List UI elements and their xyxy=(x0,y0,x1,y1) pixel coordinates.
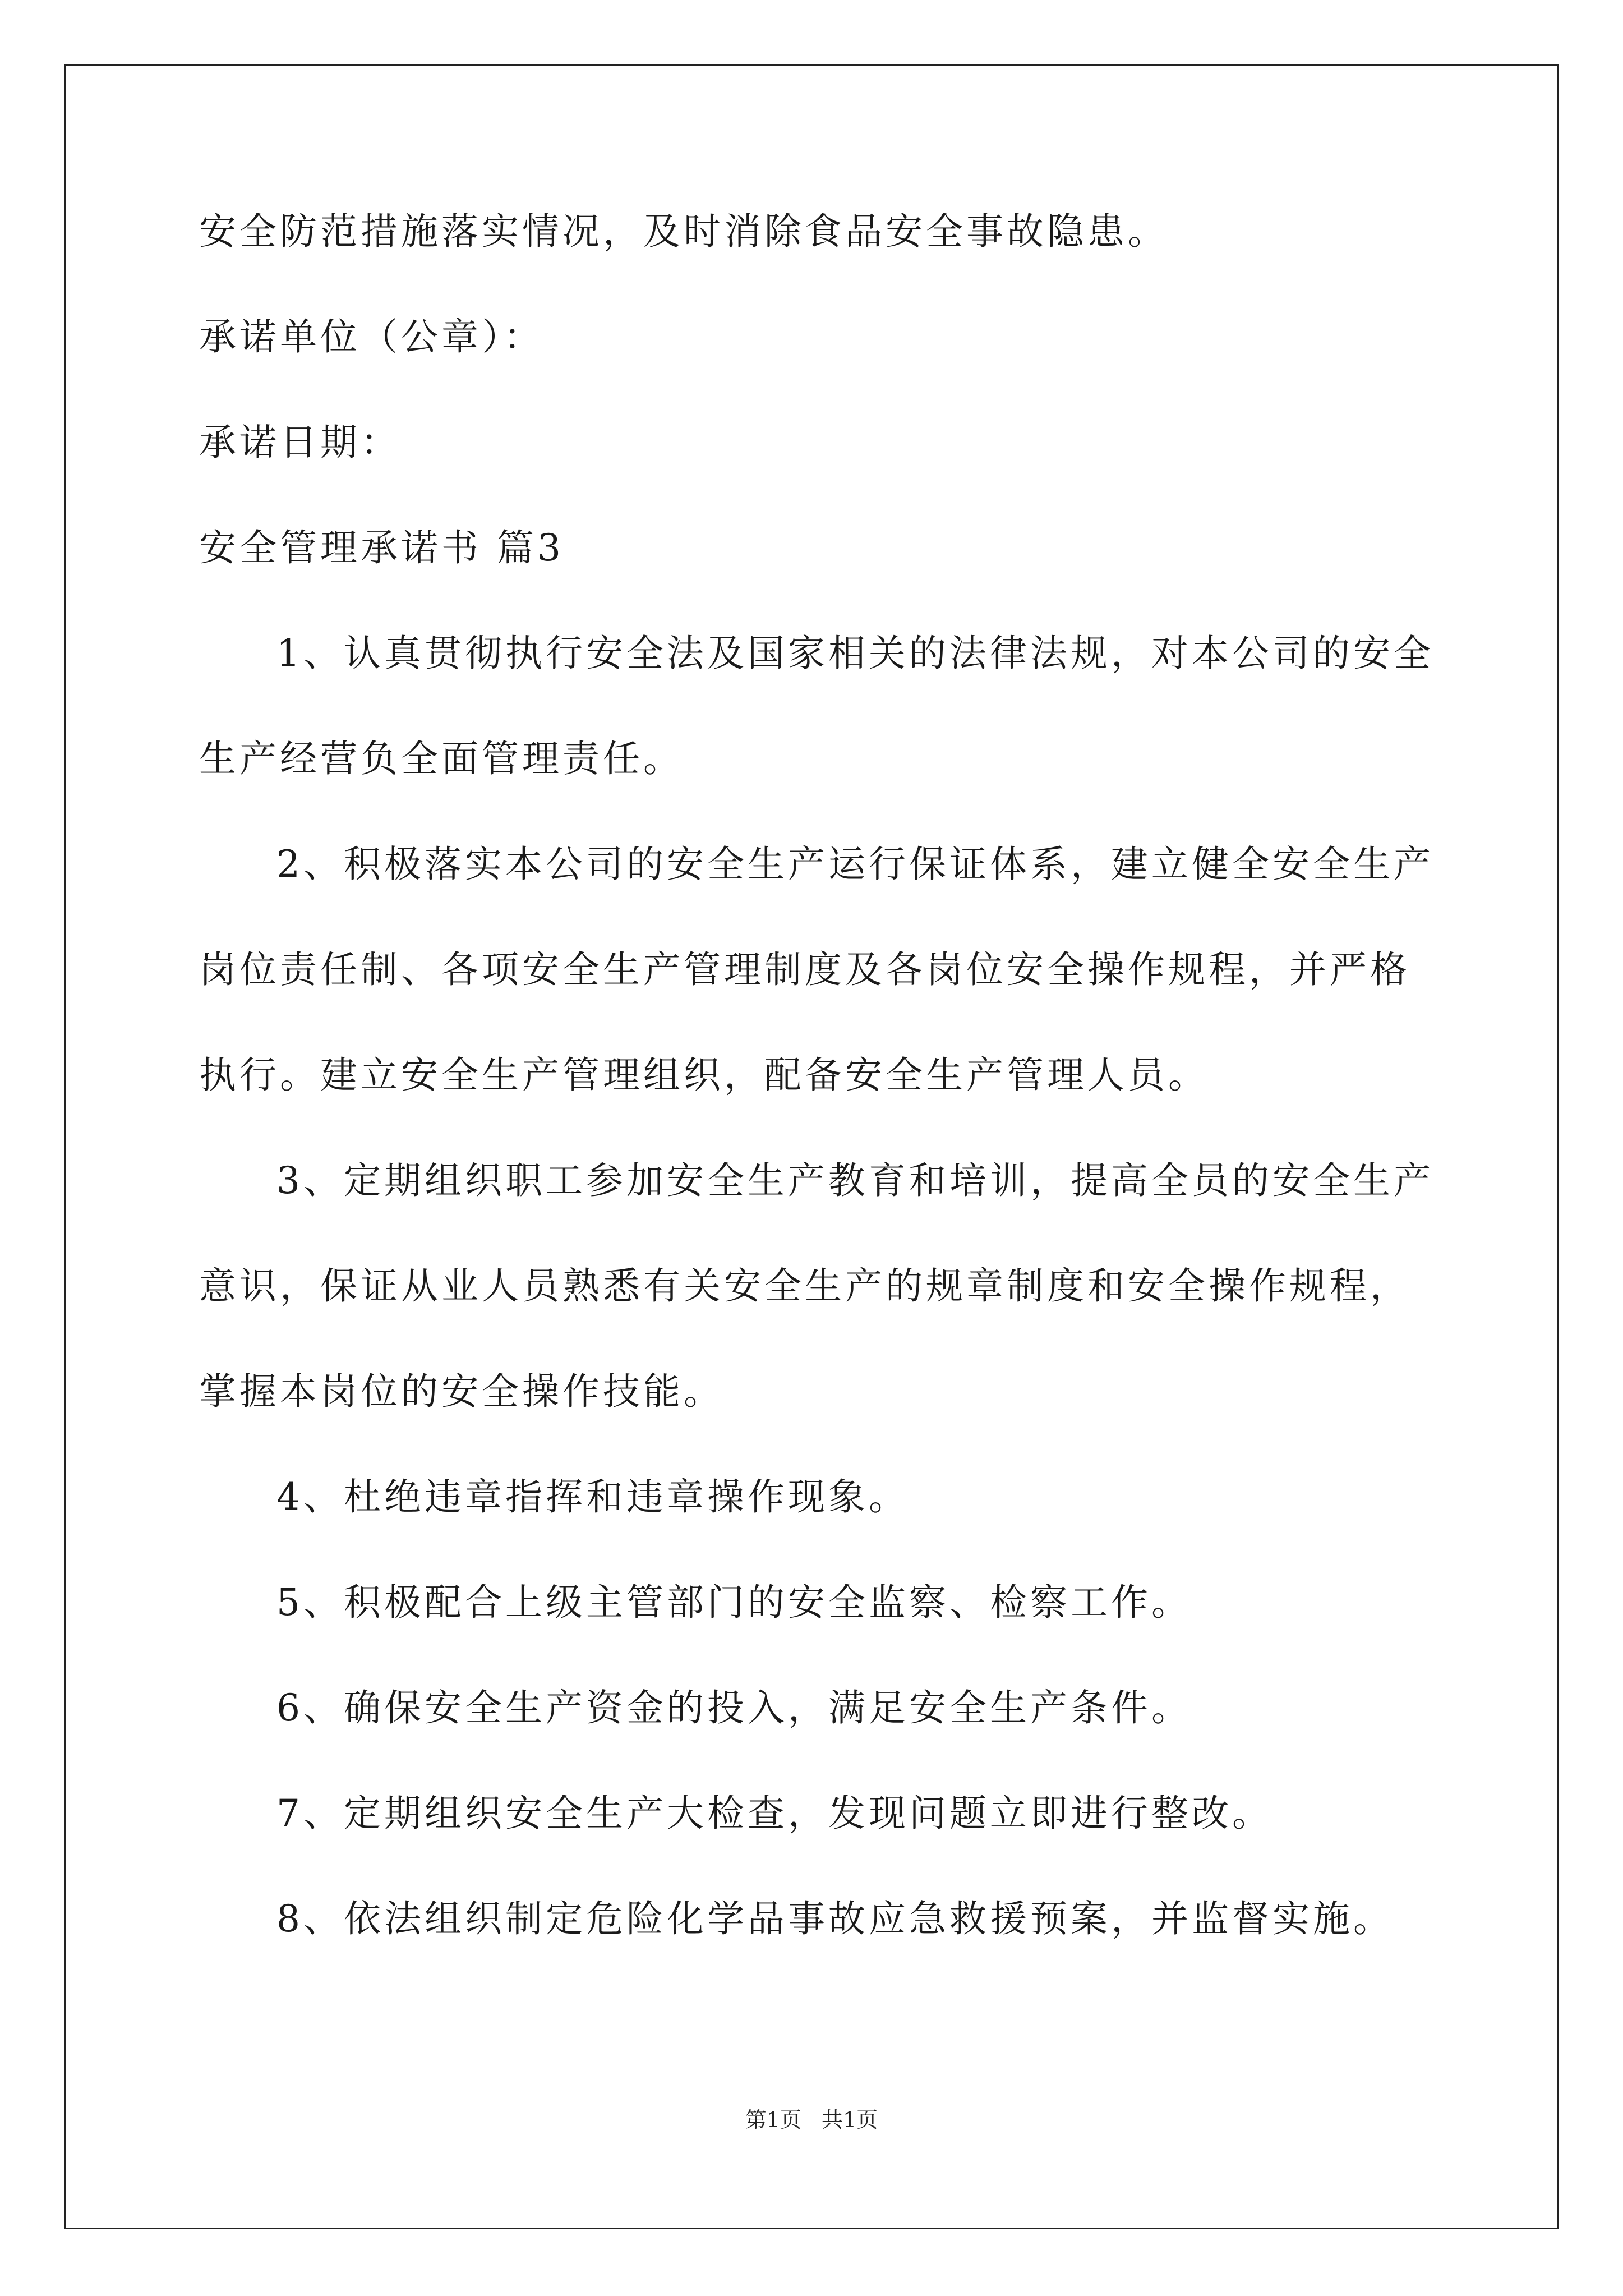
text-line: 生产经营负全面管理责任。 xyxy=(199,737,684,780)
list-item: 4、杜绝违章指挥和违章操作现象。 xyxy=(276,1475,909,1519)
section-heading: 安全管理承诺书 篇3 xyxy=(199,526,564,569)
list-item: 1、认真贯彻执行安全法及国家相关的法律法规，对本公司的安全 xyxy=(276,632,1434,675)
text-line: 意识，保证从业人员熟悉有关安全生产的规章制度和安全操作规程， xyxy=(199,1264,1410,1308)
list-item: 2、积极落实本公司的安全生产运行保证体系，建立健全安全生产 xyxy=(276,843,1434,886)
text-line: 承诺日期： xyxy=(199,421,401,464)
text-line: 承诺单位（公章）： xyxy=(199,315,544,358)
page-footer xyxy=(0,2102,1623,2133)
list-item: 5、积极配合上级主管部门的安全监察、检察工作。 xyxy=(276,1581,1192,1624)
list-item: 7、定期组织安全生产大检查，发现问题立即进行整改。 xyxy=(276,1792,1272,1835)
text-line: 安全防范措施落实情况，及时消除食品安全事故隐患。 xyxy=(199,210,1168,253)
list-item: 8、依法组织制定危险化学品事故应急救援预案，并监督实施。 xyxy=(276,1897,1394,1940)
text-line: 岗位责任制、各项安全生产管理制度及各岗位安全操作规程，并严格 xyxy=(199,948,1410,991)
page-total: 共1页 xyxy=(822,2108,878,2132)
list-item: 3、定期组织职工参加安全生产教育和培训，提高全员的安全生产 xyxy=(276,1159,1434,1202)
page-number: 第1页 xyxy=(745,2108,801,2132)
text-line: 执行。建立安全生产管理组织，配备安全生产管理人员。 xyxy=(199,1053,1209,1097)
list-item: 6、确保安全生产资金的投入，满足安全生产条件。 xyxy=(276,1686,1192,1729)
text-line: 掌握本岗位的安全操作技能。 xyxy=(199,1370,724,1413)
